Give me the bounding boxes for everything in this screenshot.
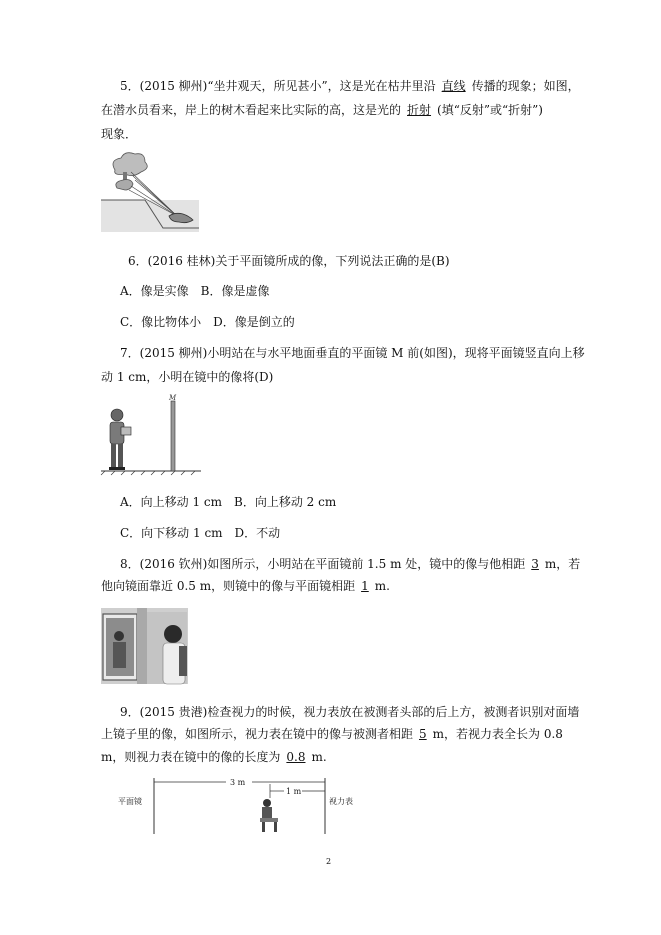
q7-options-ab: A．向上移动 1 cm B．向上移动 2 cm — [120, 495, 337, 509]
q5-blank2: 折射 — [407, 103, 432, 117]
q7-line2: 动 1 cm，小明在镜中的像将(D) — [101, 370, 274, 384]
q5-line1: 5．(2015 柳州)“坐井观天，所见甚小”，这是光在枯井里沿 直线 传播的现象；如图， — [120, 79, 580, 93]
well-diver-figure — [101, 150, 199, 232]
distance-1m-label: 1 m — [286, 787, 302, 796]
q7-options-cd: C．向下移动 1 cm D．不动 — [120, 526, 281, 540]
boy-mirror-figure — [101, 391, 201, 475]
q9-line3: m，则视力表在镜中的像的长度为 0.8 m. — [101, 750, 327, 764]
q6-stem: 6．(2016 桂林)关于平面镜所成的像，下列说法正确的是(B) — [128, 254, 450, 268]
q8-blank2: 1 — [361, 579, 369, 593]
mirror-m-label: M — [169, 394, 177, 402]
q5-blank1: 直线 — [441, 79, 466, 93]
page-number: 2 — [326, 857, 332, 866]
eye-test-figure — [116, 772, 353, 834]
mirror-photo — [101, 608, 188, 684]
q5-line3: 现象． — [101, 127, 138, 141]
q9-line1: 9．(2015 贵港)检查视力的时候，视力表放在被测者头部的后上方，被测者识别对面墙 — [120, 705, 580, 719]
eye-chart-label: 视力表 — [329, 797, 353, 806]
q8-blank1: 3 — [531, 557, 539, 571]
q6-options-cd: C．像比物体小 D．像是倒立的 — [120, 315, 295, 329]
q8-line1: 8．(2016 钦州)如图所示，小明站在平面镜前 1.5 m 处，镜中的像与他相距 3 m，若 — [120, 557, 581, 571]
q9-blank1: 5 — [419, 727, 427, 741]
q5-line2: 在潜水员看来，岸上的树木看起来比实际的高，这是光的 折射 (填“反射”或“折射”) — [101, 103, 543, 117]
distance-3m-label: 3 m — [230, 778, 246, 787]
q9-blank2: 0.8 — [286, 750, 306, 764]
q9-line2: 上镜子里的像，如图所示，视力表在镜中的像与被测者相距 5 m，若视力表全长为 0.8 — [101, 727, 563, 741]
q7-line1: 7．(2015 柳州)小明站在与水平地面垂直的平面镜 M 前(如图)，现将平面镜竖直向上移 — [120, 346, 585, 360]
q6-options-ab: A．像是实像 B．像是虚像 — [120, 284, 270, 298]
mirror-label: 平面镜 — [118, 797, 142, 806]
q8-line2: 他向镜面靠近 0.5 m，则镜中的像与平面镜相距 1 m. — [101, 579, 390, 593]
